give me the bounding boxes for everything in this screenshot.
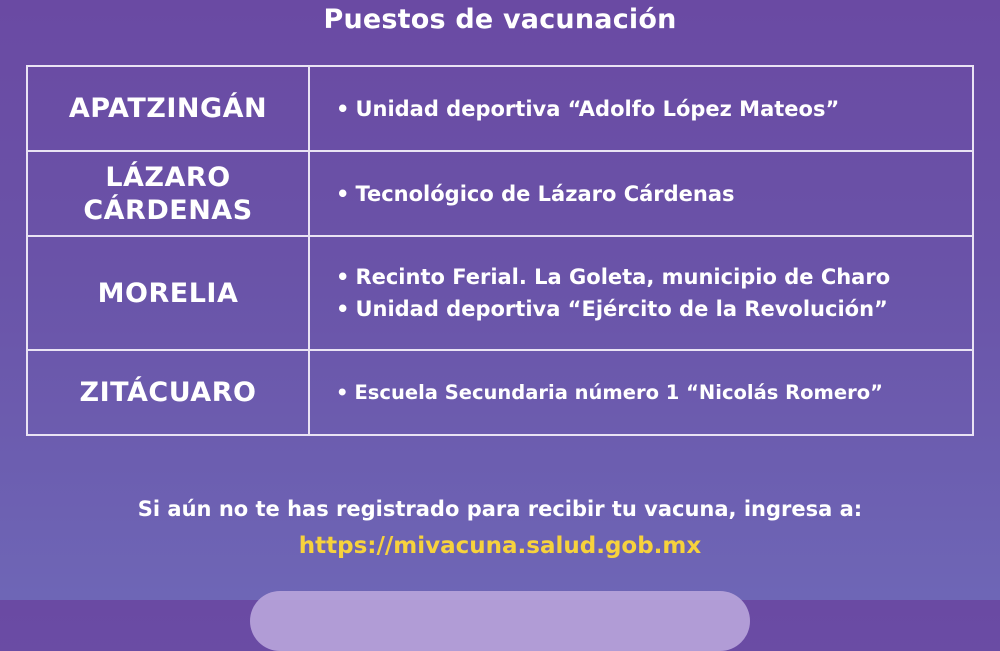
place-name: Escuela Secundaria número 1 “Nicolás Romero”	[354, 380, 883, 404]
bullet-icon: •	[336, 380, 349, 404]
places-cell	[309, 66, 973, 151]
place-name: Tecnológico de Lázaro Cárdenas	[355, 181, 735, 206]
table-row	[27, 236, 973, 350]
vaccination-sites-table	[26, 65, 974, 436]
table-row	[27, 151, 973, 236]
list-item	[336, 261, 972, 293]
places-cell	[309, 350, 973, 435]
bullet-icon: •	[336, 265, 350, 289]
city-name: ZITÁCUARO	[79, 377, 257, 408]
bullet-icon: •	[336, 181, 350, 206]
places-cell	[309, 151, 973, 236]
city-cell	[27, 151, 309, 236]
city-cell	[27, 236, 309, 350]
places-cell	[309, 236, 973, 350]
registration-prompt: Si aún no te has registrado para recibir tu vacuna, ingresa a:	[137, 497, 863, 521]
city-cell	[27, 350, 309, 435]
place-name: Unidad deportiva “Adolfo López Mateos”	[355, 96, 840, 121]
bullet-icon: •	[336, 297, 350, 321]
city-name: APATZINGÁN	[68, 93, 268, 124]
place-name: Unidad deportiva “Ejército de la Revolución”	[355, 297, 888, 321]
list-item	[336, 93, 972, 125]
bottom-banner-shape	[250, 591, 750, 651]
city-name: MORELIA	[97, 277, 239, 309]
registration-link[interactable]: https://mivacuna.salud.gob.mx	[298, 533, 702, 559]
page-title: Puestos de vacunación	[323, 4, 677, 35]
place-name: Recinto Ferial. La Goleta, municipio de Charo	[355, 265, 891, 289]
list-item	[336, 178, 972, 210]
bullet-icon: •	[336, 96, 350, 121]
table-row	[27, 350, 973, 435]
table-row	[27, 66, 973, 151]
city-name-line: LÁZARO	[105, 161, 231, 193]
list-item	[336, 293, 972, 325]
list-item	[336, 377, 972, 409]
city-name-line: CÁRDENAS	[83, 194, 253, 226]
city-cell	[27, 66, 309, 151]
